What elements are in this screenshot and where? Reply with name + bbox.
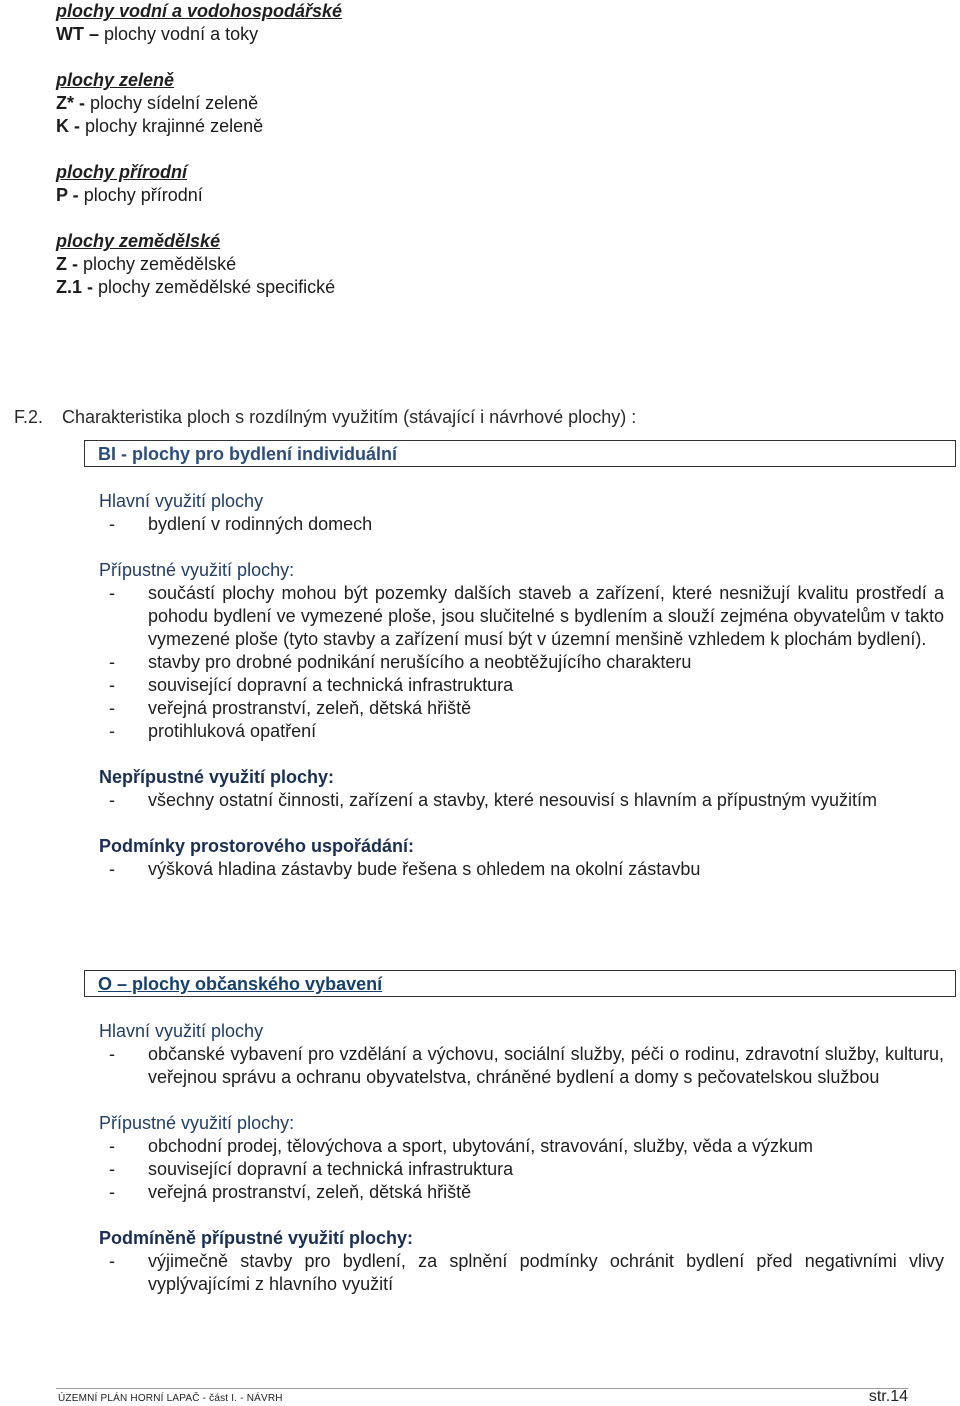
o-permitted-use (99, 1112, 944, 1204)
list-item: - stavby pro drobné podnikání nerušícího a neobtěžujícího charakteru (99, 651, 944, 674)
list-item: - veřejná prostranství, zeleň, dětská hřiště (99, 1181, 944, 1204)
list-item: - související dopravní a technická infrastruktura (99, 674, 944, 697)
category-line (56, 276, 916, 299)
block-title: Nepřípustné využití plochy: (99, 767, 335, 787)
block-title: Podmínky prostorového uspořádání: (99, 836, 415, 856)
o-conditional-use (99, 1227, 944, 1296)
block-title: Přípustné využití plochy: (99, 560, 295, 580)
footer-document-title: ÚZEMNÍ PLÁN HORNÍ LAPAČ - část I. - NÁVRH (58, 1393, 283, 1404)
category-code: WT – (56, 24, 99, 44)
item-list (99, 582, 944, 743)
category-line (56, 253, 916, 276)
category-text: plochy zemědělské specifické (93, 277, 336, 297)
category-title: plochy vodní a vodohospodářské (56, 1, 343, 21)
zone-bi (84, 440, 956, 881)
bi-main-use (99, 490, 944, 536)
category-code: Z* - (56, 93, 85, 113)
list-item: - protihluková opatření (99, 720, 944, 743)
category-line (56, 184, 916, 207)
zone-o (84, 970, 956, 1296)
item-list (99, 858, 944, 881)
item-list (99, 1250, 944, 1296)
category-title: plochy zeleně (56, 70, 175, 90)
category-line (56, 115, 916, 138)
category-code: Z.1 - (56, 277, 94, 297)
item-list (99, 1135, 944, 1204)
item-list (99, 1043, 944, 1089)
section-title: Charakteristika ploch s rozdílným využitím (stávající i návrhové plochy) : (62, 407, 637, 427)
category-title: plochy přírodní (56, 162, 188, 182)
page-number: str.14 (868, 1388, 908, 1405)
block-title: Hlavní využití plochy (99, 491, 264, 511)
category-greenery (56, 69, 916, 138)
list-item: - bydlení v rodinných domech (99, 513, 944, 536)
category-list (56, 0, 916, 322)
bi-prohibited-use (99, 766, 944, 812)
category-code: Z - (56, 254, 78, 274)
category-natural (56, 161, 916, 207)
block-title: Podmíněně přípustné využití plochy: (99, 1228, 414, 1248)
item-list (99, 789, 944, 812)
category-title: plochy zemědělské (56, 231, 221, 251)
category-code: P - (56, 185, 79, 205)
block-title: Přípustné využití plochy: (99, 1113, 295, 1133)
zone-box-bi: BI - plochy pro bydlení individuální (84, 440, 956, 467)
list-item: - všechny ostatní činnosti, zařízení a stavby, které nesouvisí s hlavním a přípustným využitím (99, 789, 944, 812)
category-water (56, 0, 916, 46)
bi-permitted-use (99, 559, 944, 743)
list-item: - výjimečně stavby pro bydlení, za splnění podmínky ochránit bydlení před negativními vlivy vyplývajícími z hlavního využití (99, 1250, 944, 1296)
list-item: - obchodní prodej, tělovýchova a sport, ubytování, stravování, služby, věda a výzkum (99, 1135, 944, 1158)
bi-spatial-conditions (99, 835, 944, 881)
o-main-use (99, 1020, 944, 1089)
footer-rule (56, 1388, 908, 1389)
block-title: Hlavní využití plochy (99, 1021, 264, 1041)
list-item: - veřejná prostranství, zeleň, dětská hřiště (99, 697, 944, 720)
category-line (56, 92, 916, 115)
section-heading (14, 406, 934, 429)
category-text: plochy vodní a toky (99, 24, 259, 44)
list-item: - součástí plochy mohou být pozemky dalších staveb a zařízení, které nesnižují kvalitu prostředí a pohodu bydlení ve vymezené ploše, jsou slučitelné s bydlením a slouží zejména obyvatelům v takto vymezené ploše (tyto stavby a zařízení musí být v územní menšině vzhledem k plochám bydlení). (99, 582, 944, 651)
category-agricultural (56, 230, 916, 299)
list-item: - občanské vybavení pro vzdělání a výchovu, sociální služby, péči o rodinu, zdravotní služby, kulturu, veřejnou správu a ochranu obyvatelstva, chráněné bydlení a domy s pečovatelskou službou (99, 1043, 944, 1089)
category-text: plochy sídelní zeleně (85, 93, 259, 113)
category-text: plochy přírodní (78, 185, 203, 205)
list-item: - výšková hladina zástavby bude řešena s ohledem na okolní zástavbu (99, 858, 944, 881)
section-number: F.2. (14, 407, 44, 427)
category-line (56, 23, 916, 46)
category-code: K - (56, 116, 80, 136)
category-text: plochy krajinné zeleně (80, 116, 264, 136)
item-list (99, 513, 944, 536)
zone-box-o: O – plochy občanského vybavení (84, 970, 956, 997)
category-text: plochy zemědělské (78, 254, 237, 274)
list-item: - související dopravní a technická infrastruktura (99, 1158, 944, 1181)
